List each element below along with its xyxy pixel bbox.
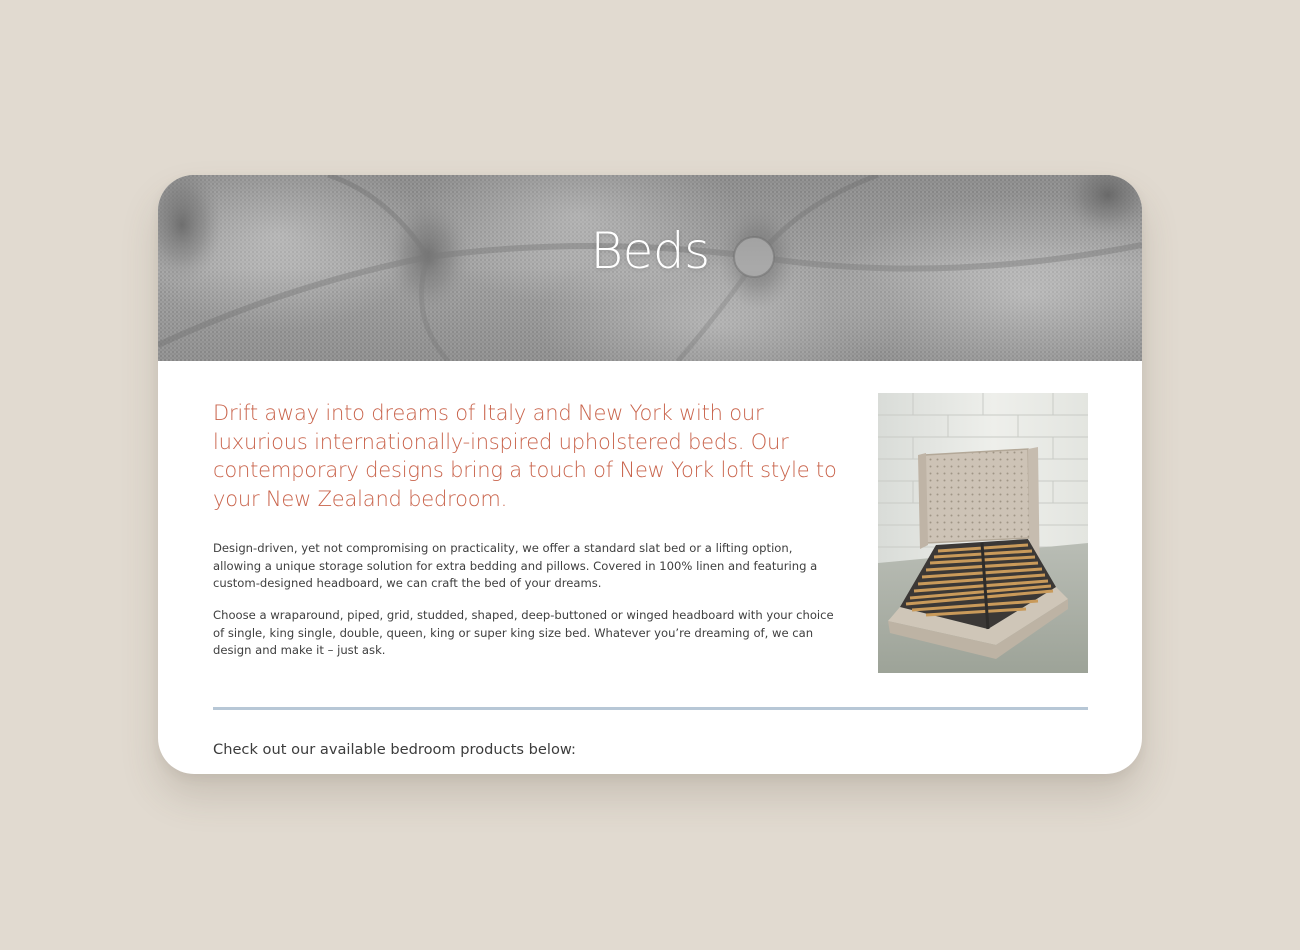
hero-banner xyxy=(158,175,1142,361)
page-title: Beds xyxy=(590,222,710,280)
products-intro-text: Check out our available bedroom products below: xyxy=(213,741,576,758)
headboard-options-paragraph: Choose a wraparound, piped, grid, studded, shaped, deep-buttoned or winged headboard with your choice of single, king single, double, queen, king or super king size bed. Whatever you’re dreaming of, we can design and make it – just ask. xyxy=(213,608,834,657)
upholstered-bed-photo xyxy=(878,393,1088,673)
description-paragraph: Design-driven, yet not compromising on practicality, we offer a standard slat bed or a lifting option, allowing a unique storage solution for extra bedding and pillows. Covered in 100% linen and featuring a custom-designed headboard, we can craft the bed of your dreams. xyxy=(213,541,818,590)
bed-illustration xyxy=(878,393,1088,673)
content-card xyxy=(158,175,1142,774)
section-divider xyxy=(213,707,1088,710)
intro-heading: Drift away into dreams of Italy and New York with our luxurious internationally-inspired upholstered beds. Our contemporary designs bring a touch of New York loft style to your New Zealand bedroom. xyxy=(213,401,837,511)
